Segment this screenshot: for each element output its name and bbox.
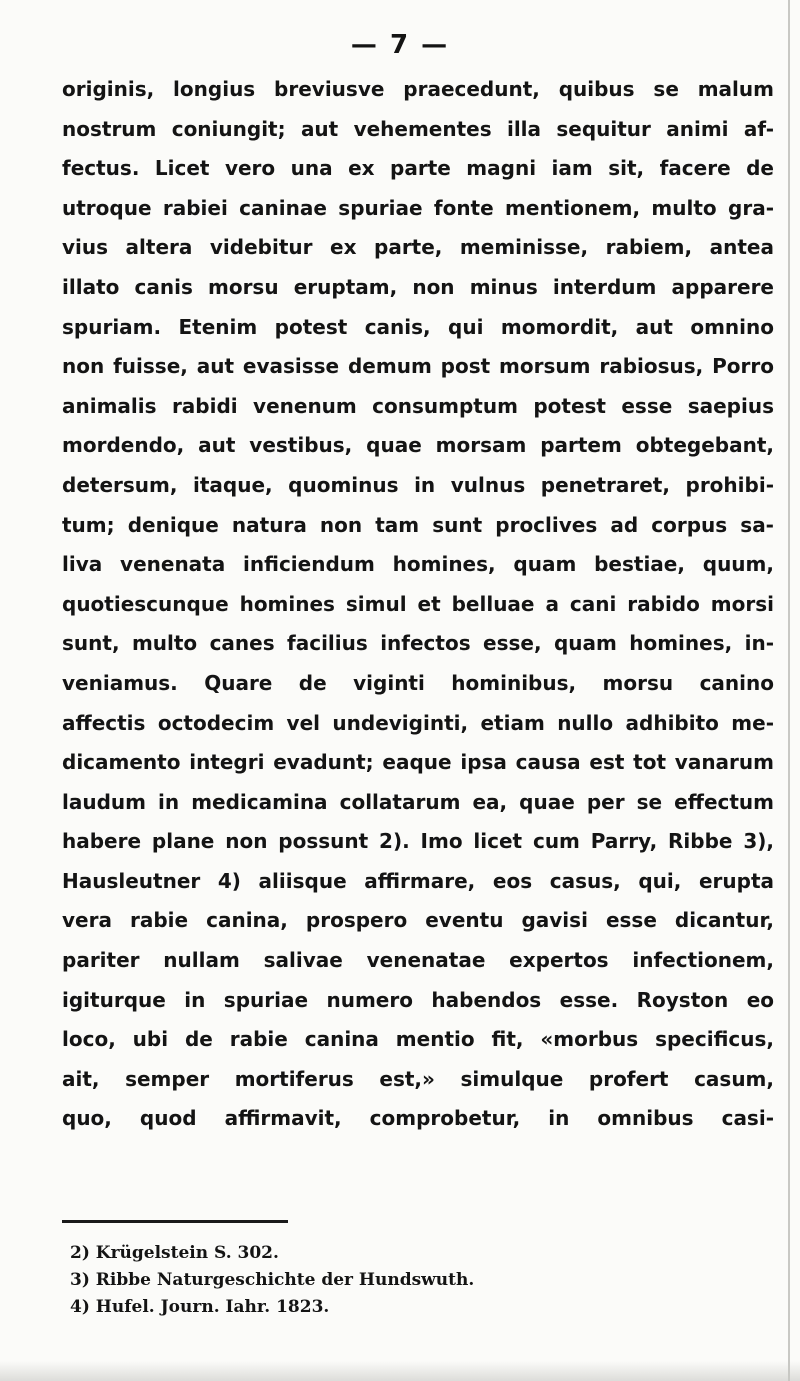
text-line: nostrum coniungit; aut vehementes illa sequitur animi af- [62,116,774,141]
page-number: — 7 — [350,30,450,60]
text-line: tum; denique natura non tam sunt proclives ad corpus sa- [62,512,774,537]
footnote-rule [62,1220,288,1223]
footnote: 2) Krügelstein S. 302. [70,1243,279,1263]
body-text [62,70,774,1139]
footnotes [70,1240,670,1321]
page-edge [788,0,790,1381]
text-line: pariter nullam salivae venenatae expertos infectionem, [62,948,774,973]
text-line: veniamus. Quare de viginti hominibus, morsu canino [62,670,774,695]
text-line: habere plane non possunt 2). Imo licet cum Parry, Ribbe 3), [62,829,774,854]
text-line: quo, quod affirmavit, comprobetur, in omnibus casi- [62,1106,774,1131]
text-line: non fuisse, aut evasisse demum post morsum rabiosus, Porro [62,354,774,379]
text-line: dicamento integri evadunt; eaque ipsa causa est tot vanarum [62,750,774,775]
text-line: illato canis morsu eruptam, non minus interdum apparere [62,274,774,299]
text-line: animalis rabidi venenum consumptum potest esse saepius [62,393,774,418]
text-line: Hausleutner 4) aliisque affirmare, eos casus, qui, erupta [62,868,774,893]
footnote: 3) Ribbe Naturgeschichte der Hundswuth. [70,1270,475,1290]
text-line: spuriam. Etenim potest canis, qui momordit, aut omnino [62,314,774,339]
text-line: mordendo, aut vestibus, quae morsam partem obtegebant, [62,433,774,458]
text-line: utroque rabiei caninae spuriae fonte mentionem, multo gra- [62,195,774,220]
text-line: igiturque in spuriae numero habendos esse. Royston eo [62,987,774,1012]
text-line: originis, longius breviusve praecedunt, quibus se malum [62,77,774,101]
text-line: fectus. Licet vero una ex parte magni iam sit, facere de [62,156,774,181]
text-line: liva venenata inficiendum homines, quam bestiae, quum, [62,552,774,577]
text-line: vera rabie canina, prospero eventu gavisi esse dicantur, [62,908,774,933]
text-line: ait, semper mortiferus est,» simulque profert casum, [62,1066,774,1091]
text-line: affectis octodecim vel undeviginti, etiam nullo adhibito me- [62,710,774,735]
footnote: 4) Hufel. Journ. Iahr. 1823. [70,1297,330,1317]
text-line: loco, ubi de rabie canina mentio fit, «morbus specificus, [62,1027,774,1052]
text-line: detersum, itaque, quominus in vulnus penetraret, prohibi- [62,472,774,497]
text-line: laudum in medicamina collatarum ea, quae per se effectum [62,789,774,814]
page-bottom-shadow [0,1361,800,1381]
text-line: sunt, multo canes facilius infectos esse, quam homines, in- [62,631,774,656]
text-line: quotiescunque homines simul et belluae a cani rabido morsi [62,591,774,616]
text-line: vius altera videbitur ex parte, meminisse, rabiem, antea [62,235,774,260]
